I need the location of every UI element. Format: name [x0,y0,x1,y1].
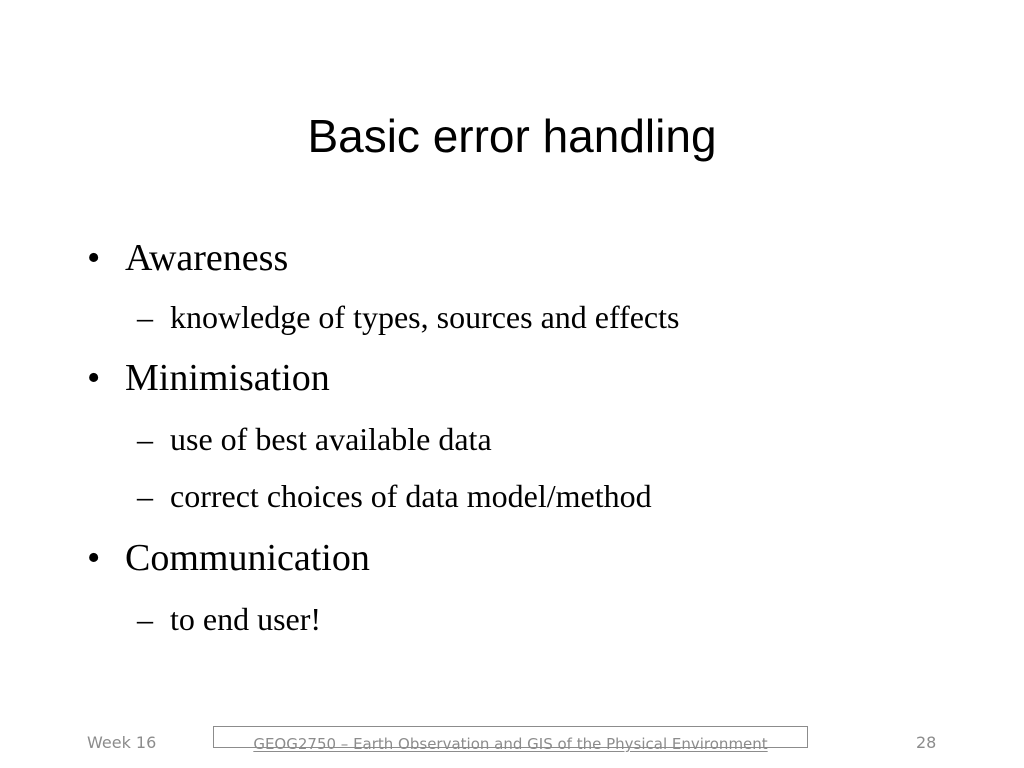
sub-bullet-text: correct choices of data model/method [170,478,652,514]
bullet-text: Awareness [125,237,289,279]
bullet-text: Communication [125,537,370,579]
sub-bullet-text: knowledge of types, sources and effects [170,299,680,335]
dash-icon: – [137,299,153,335]
bullet-item [87,356,330,400]
sub-bullet-item [137,420,492,458]
page-number: 28 [916,733,937,752]
sub-bullet-item [137,298,679,336]
sub-bullet-text: use of best available data [170,421,492,457]
footer-course-title-box [213,726,808,753]
slide-title: Basic error handling [307,110,717,162]
dash-icon: – [137,601,153,637]
bullet-icon: • [87,537,101,579]
bullet-icon: • [87,237,101,279]
sub-bullet-item [137,600,321,638]
sub-bullet-text: to end user! [170,601,322,637]
dash-icon: – [137,478,153,514]
footer-course-title: GEOG2750 – Earth Observation and GIS of the Physical Environment [253,735,768,753]
footer-week: Week 16 [87,733,157,752]
bullet-item [87,236,288,280]
bullet-item [87,536,370,580]
bullet-icon: • [87,357,101,399]
sub-bullet-item [137,477,652,515]
dash-icon: – [137,421,153,457]
bullet-text: Minimisation [125,357,330,399]
